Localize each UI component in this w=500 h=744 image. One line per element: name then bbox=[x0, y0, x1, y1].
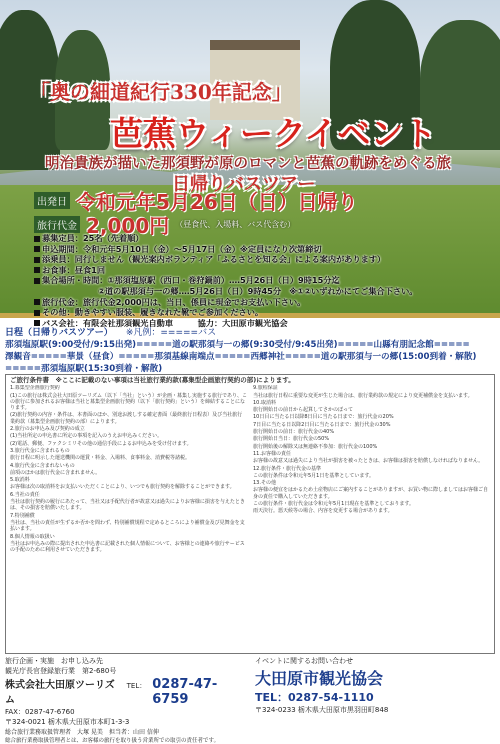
price-note: （昼食代、入場料、バス代含む） bbox=[175, 220, 296, 229]
detail-item: その他：動きやすい服装、履きなれた靴でご参加ください。 bbox=[34, 307, 494, 318]
inquiry-block bbox=[255, 656, 493, 715]
manager-note: 総合旅行業務取扱管理者とは、お客様の旅行を取り扱う営業所での取引の責任者です。 bbox=[5, 738, 220, 744]
tagline: 「奥の細道紀行330年記念」 bbox=[30, 80, 292, 104]
detail-item: バス会社：有限会社那須観光自動車 協力：大田原市観光協会 bbox=[34, 318, 494, 329]
terms-column-right: 9.旅程保証 当社は旅行日程に重要な変更が生じた場合は、旅行業約款の規定により変更補償金を支払います。 10.取消料 旅行開始日の前日から起算してさかのぼって 10日目に当たる日以降8日目に当たる日まで：旅行代金の20% 7日目に当たる日以降2日目に当たる日まで：旅行代金の30% 旅行開始日の前日：旅行代金の40% 旅行開始日当日：旅行代金の50% 旅行開始後の解除又は無連絡不参加：旅行代金の100% 11.お客様の責任 お客様の故意又は過失により当社が損害を被ったときは、お客様は損害を賠償しなければなりません。 12.旅行条件・旅行代金の基準 この旅行条件は令和元年5月1日を基準としています。 13.その他 お客様の便宜をはかるため土産物店にご案内することがありますが、お買い物に際しましてはお客様ご自身の責任で購入していただきます。 この旅行条件・旅行代金は令和元年5月1日現在を基準としております。 雨天決行。悪天候等の場合、内容を変更する場合があります。 bbox=[253, 385, 489, 515]
manager: 総合旅行業務取扱管理者 大塚 晃美 bbox=[5, 729, 103, 736]
schedule-legend: ※凡例：=====バス bbox=[125, 328, 217, 338]
detail-item: ②道の駅那須与一の郷‥‥5月26日（日）9時45分 ※①②いずれかにてご集合下さい。 bbox=[98, 285, 418, 296]
tour-details bbox=[34, 233, 494, 328]
schedule-line: 那須塩原駅(9:00受付/9:15出発)=====道の駅那須与一の郷(9:30受付/9:45出発)=====山縣有朋記念館===== bbox=[5, 340, 470, 350]
company-address: 〒324-0021 栃木県大田原市本町1-3-3 bbox=[5, 718, 130, 726]
schedule-line: =====那須塩原駅(15:30到着・解散) bbox=[5, 364, 163, 374]
tel-label: TEL： bbox=[126, 682, 147, 690]
inquiry-label: イベントに関するお問い合わせ bbox=[255, 657, 353, 665]
detail-item: お食事：昼食1回 bbox=[34, 265, 494, 276]
terms-column-left: 1.募集型企画旅行契約 (1)この旅行は株式会社大田原ツーリズム（以下「当社」という）が企画・募集し実施する旅行であり、この旅行に参加されるお客様は当社と募集型企画旅行契約（以下「旅行契約」という）を締結することになります。 (2)旅行契約の内容・条件は、本書面のほか、別途お渡しする確定書面（最終旅行日程表）及び当社旅行業約款（募集型企画旅行契約の部）によります。 2.旅行のお申込み及び契約の成立 (1)当社所定の申込書に所定の事項を記入のうえお申込みください。 (2)電話、郵便、ファクシミリその他の通信手段によるお申込みを受け付けます。 3.旅行代金に含まれるもの 旅行日程に明示した運送機関の運賃・料金、入場料、食事料金、消費税等諸税。 4.旅行代金に含まれないもの 前項のほかは旅行代金に含まれません。 5.取消料 お客様は次の取消料をお支払いいただくことにより、いつでも旅行契約を解除することができます。 6.当社の責任 当社は旅行契約の履行にあたって、当社又は手配代行者が故意又は過失によりお客様に損害を与えたときは、その損害を賠償いたします。 7.特別補償 当社は、当社の責任が生ずるか否かを問わず、特別補償規程で定めるところにより補償金及び見舞金を支払います。 8.個人情報の取扱い 当社はお申込みの際に提出された申込書に記載された個人情報について、お客様との連絡や旅行サービスの手配のために利用させていただきます。 bbox=[10, 385, 247, 554]
company-fax: FAX：0287-47-6760 bbox=[5, 708, 75, 716]
org-name: 大田原市観光協会 bbox=[255, 669, 384, 688]
schedule bbox=[5, 320, 495, 375]
organizer-label: 旅行企画・実施 お申し込み先 bbox=[5, 657, 103, 665]
main-title: 芭蕉ウィークイベント bbox=[110, 114, 437, 153]
tour-type: 日帰りバスツアー bbox=[172, 174, 316, 195]
schedule-line: 澤観音=====華景（昼食）=====那須基線南端点=====西郷神社=====道の駅那須与一の郷(15:00到着・解散) bbox=[5, 352, 477, 362]
detail-item: 添乗員：同行しません（観光案内ボランティア「ふるさとを知る会」による案内があります） bbox=[34, 254, 494, 265]
license: 観光庁長官登録旅行業 第2-680号 bbox=[5, 667, 117, 675]
terms-title: ご旅行条件書 ※ここに記載のない事項は当社旅行業約款(募集型企画旅行契約の部)によります。 bbox=[10, 376, 295, 384]
org-tel: TEL：0287-54-1110 bbox=[255, 691, 374, 704]
departure-label: 出発日 bbox=[34, 192, 70, 209]
detail-item: 申込期間：令和元年5月10日（金）～5月17日（金）※定員になり次第締切 bbox=[34, 244, 494, 255]
subtitle: 明治貴族が描いた那須野が原のロマンと芭蕉の軌跡をめぐる旅 bbox=[45, 155, 451, 172]
price-value: 2,000円 bbox=[86, 214, 170, 238]
schedule-heading: 日程（日帰りバスツアー） bbox=[5, 328, 113, 338]
organizer-block bbox=[5, 656, 250, 744]
travel-terms bbox=[5, 374, 495, 654]
company-name: 株式会社大田原ツーリズム bbox=[5, 680, 115, 706]
departure-value: 令和元年5月26日（日）日帰り bbox=[76, 190, 358, 214]
contact-person: 担当者：山田 信伸 bbox=[108, 729, 159, 736]
price-label: 旅行代金 bbox=[34, 216, 80, 233]
detail-item: 集合場所・時間：①那須塩原駅（西口・巻狩鍋前）‥‥5月26日（日）9時15分迄 bbox=[34, 275, 494, 286]
detail-item: 旅行代金：旅行代金2,000円は、当日、係員に現金でお支払い下さい。 bbox=[34, 297, 494, 308]
org-address: 〒324-0233 栃木県大田原市黒羽田町848 bbox=[255, 706, 389, 714]
company-tel: 0287-47-6759 bbox=[152, 677, 218, 707]
footer bbox=[5, 653, 493, 744]
detail-item: 募集定員：25名（先着順） bbox=[34, 233, 494, 244]
